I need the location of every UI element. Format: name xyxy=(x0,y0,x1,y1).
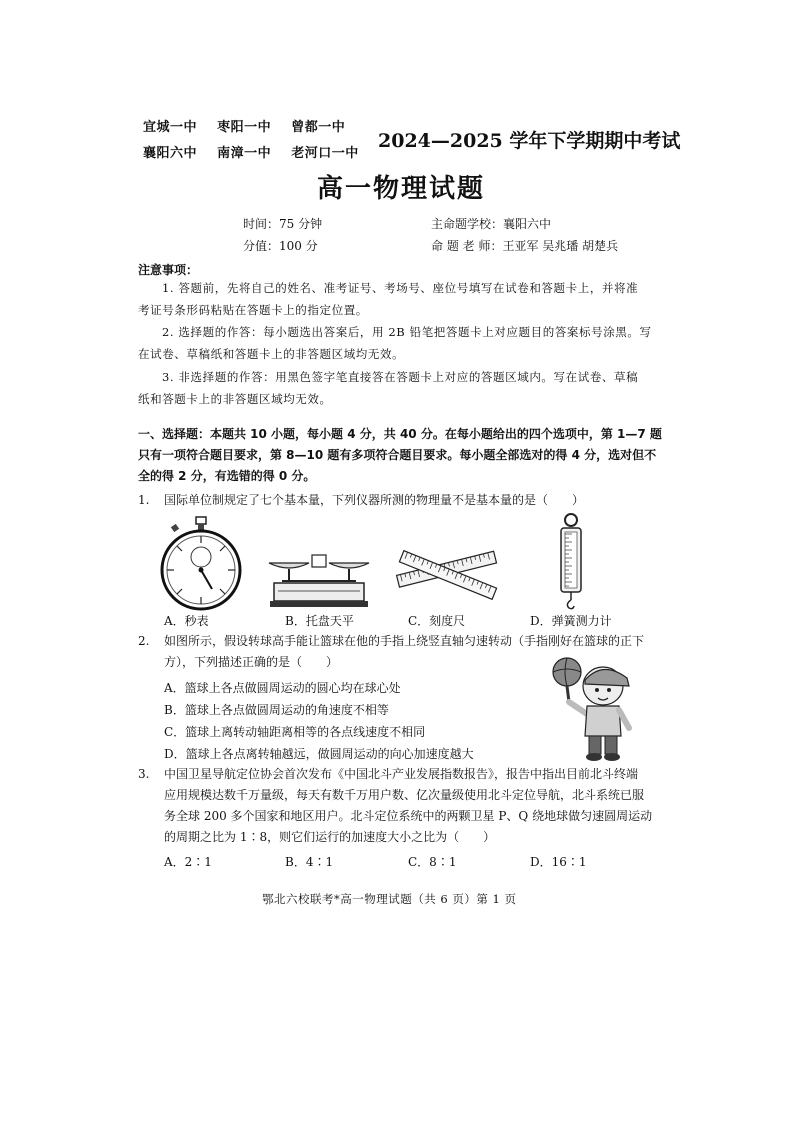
option-c: C．篮球上离转动轴距离相等的各点线速度不相同 xyxy=(164,725,426,739)
exam-teachers: 命 题 老 师：王亚军 吴兆璠 胡楚兵 xyxy=(431,239,619,253)
question-line: 中国卫星导航定位协会首次发布《中国北斗产业发展指数报告》，报告中指出目前北斗终端 xyxy=(164,767,639,781)
option-b: B．篮球上各点做圆周运动的角速度不相等 xyxy=(164,703,389,717)
question-line: 务全球 200 多个国家和地区用户。北斗定位系统中的两颗卫星 P、Q 绕地球做匀速圆周运动 xyxy=(164,809,653,823)
school-row-2 xyxy=(143,141,359,167)
question-line: 方），下列描述正确的是（ ） xyxy=(164,655,339,669)
notice-line: 3. 非选择题的作答：用黑色签字笔直接答在答题卡上对应的答题区域内。写在试卷、草稿 xyxy=(162,370,639,384)
option-d: D．弹簧测力计 xyxy=(530,614,612,628)
question-line: 应用规模达数千万量级，每天有数千万用户数、亿次量级使用北斗定位导航，北斗系统已服 xyxy=(164,788,645,802)
question-line: 的周期之比为 1∶8，则它们运行的加速度大小之比为（ ） xyxy=(164,830,496,844)
option-c: C．8∶1 xyxy=(408,855,457,869)
option-a: A．秒表 xyxy=(164,614,209,628)
option-b: B．托盘天平 xyxy=(285,614,354,628)
question-text: 国际单位制规定了七个基本量，下列仪器所测的物理量不是基本量的是（ ） xyxy=(164,493,585,507)
school-list xyxy=(143,115,359,167)
question-number: 3. xyxy=(138,767,150,781)
option-d: D．篮球上各点离转轴越远，做圆周运动的向心加速度越大 xyxy=(164,747,474,761)
notice-item xyxy=(138,277,638,321)
exam-time: 时间：75 分钟 xyxy=(243,217,323,231)
notice-line: 在试卷、草稿纸和答题卡上的非答题区域均无效。 xyxy=(138,347,405,361)
school-name: 枣阳一中 xyxy=(217,120,272,135)
page-footer: 鄂北六校联考*高一物理试题（共 6 页）第 1 页 xyxy=(262,892,517,906)
option-b: B．4∶1 xyxy=(285,855,334,869)
notice-item xyxy=(138,321,652,365)
spring-scale-image xyxy=(557,512,585,610)
school-name: 南漳一中 xyxy=(217,146,272,161)
notice-line: 纸和答题卡上的非答题区域均无效。 xyxy=(138,392,332,406)
boy-spinning-basketball-image xyxy=(545,656,637,762)
exam-score: 分值：100 分 xyxy=(243,239,318,253)
section-line: 全的得 2 分，有选错的得 0 分。 xyxy=(138,469,316,483)
section-line: 只有一项符合题目要求，第 8—10 题有多项符合题目要求。每小题全部选对的得 4 分，选对但不 xyxy=(138,448,657,462)
section-line: 一、选择题：本题共 10 小题，每小题 4 分，共 40 分。在每小题给出的四个选项中，第 1—7 题 xyxy=(138,427,662,441)
question-number: 2. xyxy=(138,634,150,648)
balance-scale-image xyxy=(264,551,374,609)
school-name: 曾都一中 xyxy=(291,120,346,135)
option-a: A．2∶1 xyxy=(164,855,212,869)
option-d: D．16∶1 xyxy=(530,855,587,869)
question-text xyxy=(164,764,652,848)
school-name: 襄阳六中 xyxy=(143,146,198,161)
school-name: 老河口一中 xyxy=(291,146,359,161)
school-name: 宜城一中 xyxy=(143,120,198,135)
option-a: A．篮球上各点做圆周运动的圆心均在球心处 xyxy=(164,681,401,695)
notice-line: 考证号条形码粘贴在答题卡上的指定位置。 xyxy=(138,303,368,317)
notice-title: 注意事项： xyxy=(138,263,199,277)
ruler-image xyxy=(396,545,501,607)
exam-school: 主命题学校：襄阳六中 xyxy=(431,217,552,231)
exam-title: 2024—2025 学年下学期期中考试 xyxy=(378,130,681,152)
school-row-1 xyxy=(143,115,359,141)
subject-title: 高一物理试题 xyxy=(317,174,486,204)
notice-line: 1. 答题前，先将自己的姓名、准考证号、考场号、座位号填写在试卷和答题卡上，并将准 xyxy=(162,281,639,295)
stopwatch-image xyxy=(160,517,242,611)
option-c: C．刻度尺 xyxy=(408,614,466,628)
question-number: 1. xyxy=(138,493,150,507)
notice-line: 2. 选择题的作答：每小题选出答案后，用 2B 铅笔把答题卡上对应题目的答案标号涂黑。写 xyxy=(162,325,652,339)
question-line: 如图所示，假设转球高手能让篮球在他的手指上绕竖直轴匀速转动（手指刚好在篮球的正下 xyxy=(164,634,645,648)
notice-item xyxy=(138,366,638,410)
section-instructions xyxy=(138,424,662,487)
